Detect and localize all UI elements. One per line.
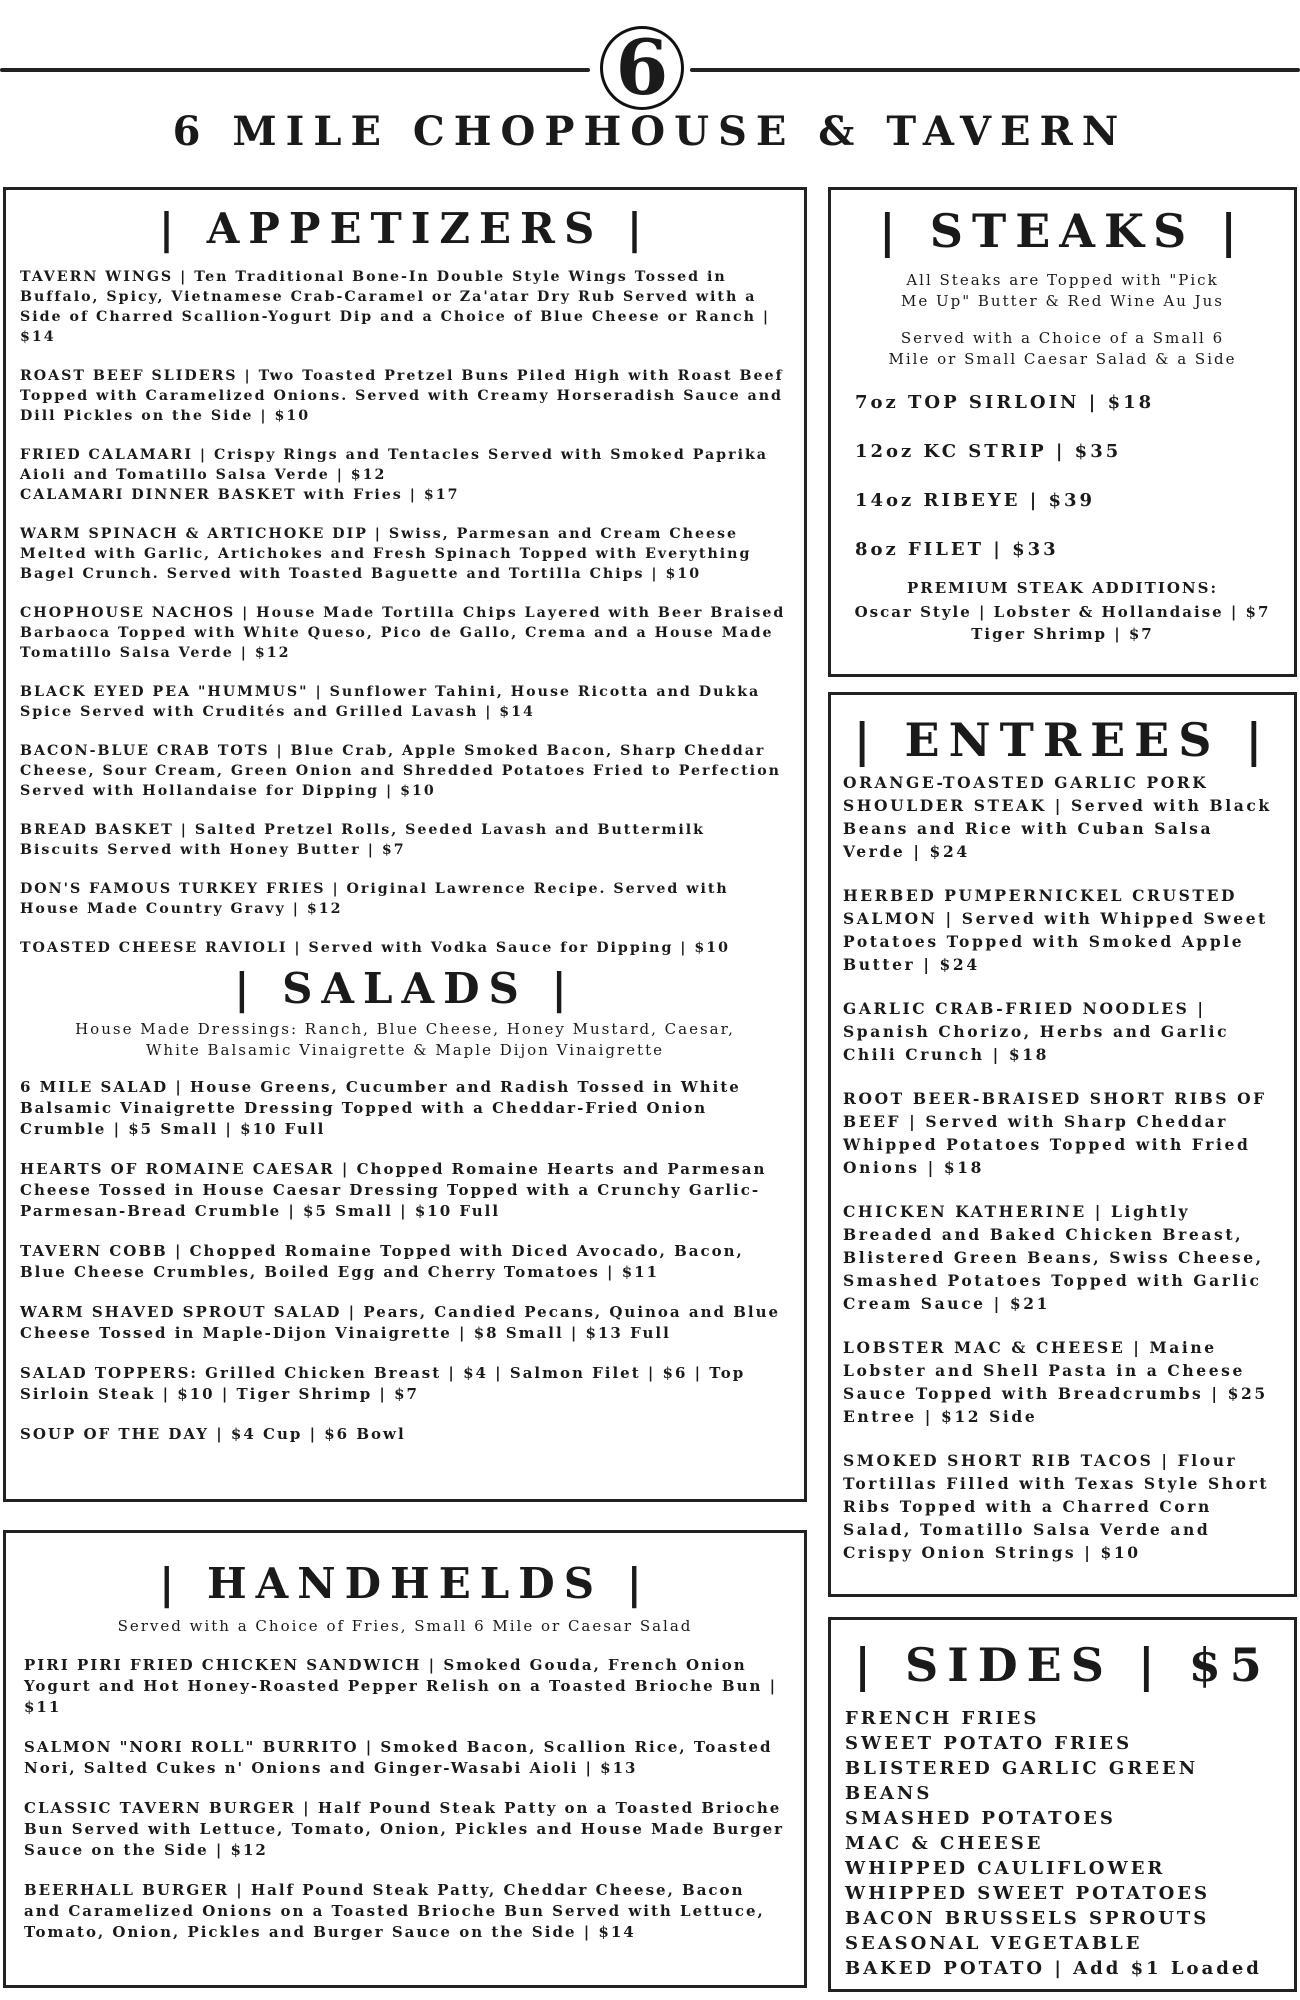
steak-additions-list: Oscar Style | Lobster & Hollandaise | $7 Tiger Shrimp | $7	[854, 603, 1271, 643]
steaks-note-butter: All Steaks are Topped with "Pick Me Up" Butter & Red Wine Au Jus	[900, 271, 1225, 310]
list-item: ORANGE-TOASTED GARLIC PORK SHOULDER STEAK | Served with Black Beans and Rice with Cuban Salsa Verde | $24	[843, 773, 1272, 861]
list-item: SALAD TOPPERS: Grilled Chicken Breast | $4 | Salmon Filet | $6 | Top Sirloin Steak | $10 | Tiger Shrimp | $7	[20, 1364, 746, 1403]
restaurant-title: 6 MILE CHOPHOUSE & TAVERN	[172, 108, 1128, 155]
list-item: SEASONAL VEGETABLE	[845, 1933, 1143, 1954]
list-item: 8oz FILET | $33	[855, 539, 1059, 560]
steaks-title: | STEAKS |	[879, 204, 1246, 258]
list-item: BAKED POTATO | Add $1 Loaded	[845, 1958, 1262, 1979]
list-item: GARLIC CRAB-FRIED NOODLES | Spanish Chorizo, Herbs and Garlic Chili Crunch | $18	[843, 999, 1230, 1064]
list-item: CLASSIC TAVERN BURGER | Half Pound Steak Patty on a Toasted Brioche Bun Served with Lettuce, Tomato, Onion, Pickles and House Made Burger Sauce on the Side | $12	[24, 1799, 785, 1859]
entrees-box	[828, 692, 1297, 1597]
list-item: BLISTERED GARLIC GREEN BEANS	[845, 1758, 1199, 1804]
list-item: BACON-BLUE CRAB TOTS | Blue Crab, Apple Smoked Bacon, Sharp Cheddar Cheese, Sour Cream, Green Onion and Shredded Potatoes Fried to Perfection Served with Hollandaise for Dipping | $10	[20, 743, 781, 799]
list-item: ROOT BEER-BRAISED SHORT RIBS OF BEEF | Served with Sharp Cheddar Whipped Potatoes Topped with Fried Onions | $18	[843, 1089, 1267, 1177]
appetizers-list	[20, 267, 790, 958]
handhelds-subtitle: Served with a Choice of Fries, Small 6 Mile or Caesar Salad	[117, 1617, 693, 1635]
header-rule-left	[0, 68, 590, 72]
salads-list	[20, 1077, 790, 1445]
list-item: 14oz RIBEYE | $39	[855, 490, 1096, 511]
list-item: MAC & CHEESE	[845, 1833, 1044, 1854]
list-item: CHOPHOUSE NACHOS | House Made Tortilla Chips Layered with Beer Braised Barbaoca Topped with White Queso, Pico de Gallo, Crema and a House Made Tomatillo Salsa Verde | $12	[20, 605, 786, 661]
header-rule-right	[690, 68, 1300, 72]
list-item: WHIPPED SWEET POTATOES	[845, 1883, 1211, 1904]
logo-six: 6	[600, 26, 684, 110]
list-item: SMASHED POTATOES	[845, 1808, 1116, 1829]
list-item: FRIED CALAMARI | Crispy Rings and Tentacles Served with Smoked Paprika Aioli and Tomatillo Salsa Verde | $12	[20, 447, 768, 483]
menu-header	[0, 0, 1300, 170]
list-item: TOASTED CHEESE RAVIOLI | Served with Vodka Sauce for Dipping | $10	[20, 940, 731, 956]
list-item: ROAST BEEF SLIDERS | Two Toasted Pretzel Buns Piled High with Roast Beef Topped with Caramelized Onions. Served with Creamy Horseradish Sauce and Dill Pickles on the Side | $10	[20, 368, 784, 424]
steaks-list	[843, 392, 1282, 560]
entrees-title: | ENTREES |	[853, 713, 1272, 767]
list-item: DON'S FAMOUS TURKEY FRIES | Original Lawrence Recipe. Served with House Made Country Gravy | $12	[20, 881, 729, 917]
list-item: SWEET POTATO FRIES	[845, 1733, 1133, 1754]
list-item: PIRI PIRI FRIED CHICKEN SANDWICH | Smoked Gouda, French Onion Yogurt and Hot Honey-Roasted Pepper Relish on a Toasted Brioche Bun | $11	[24, 1656, 778, 1716]
handhelds-box	[3, 1530, 807, 1988]
list-item: 12oz KC STRIP | $35	[855, 441, 1122, 462]
salads-title: | SALADS |	[234, 964, 576, 1013]
list-item: HERBED PUMPERNICKEL CRUSTED SALMON | Served with Whipped Sweet Potatoes Topped with Smoked Apple Butter | $24	[843, 886, 1268, 974]
steak-additions-title: PREMIUM STEAK ADDITIONS:	[906, 579, 1219, 597]
list-item: BREAD BASKET | Salted Pretzel Rolls, Seeded Lavash and Buttermilk Biscuits Served with Honey Butter | $7	[20, 822, 705, 858]
list-item: FRENCH FRIES	[845, 1708, 1040, 1729]
list-item: SMOKED SHORT RIB TACOS | Flour Tortillas Filled with Texas Style Short Ribs Topped with a Charred Corn Salad, Tomatillo Salsa Verde and Crispy Onion Strings | $10	[843, 1451, 1270, 1562]
appetizers-title: | APPETIZERS |	[158, 204, 652, 253]
list-item: WARM SPINACH & ARTICHOKE DIP | Swiss, Parmesan and Cream Cheese Melted with Garlic, Artichokes and Fresh Spinach Topped with Everything Bagel Crunch. Served with Toasted Baguette and Tortilla Chips | $10	[20, 526, 752, 582]
list-item: TAVERN WINGS | Ten Traditional Bone-In Double Style Wings Tossed in Buffalo, Spicy, Vietnamese Crab-Caramel or Za'atar Dry Rub Served with a Side of Charred Scallion-Yogurt Dip and a Choice of Blue Cheese or Ranch | $14	[20, 269, 771, 345]
steaks-note-served: Served with a Choice of a Small 6 Mile or Small Caesar Salad & a Side	[888, 329, 1237, 368]
sides-title: | SIDES | $5	[854, 1638, 1271, 1692]
list-item: HEARTS OF ROMAINE CAESAR | Chopped Romaine Hearts and Parmesan Cheese Tossed in House Caesar Dressing Topped with a Crunchy Garlic-Parmesan-Bread Crumble | $5 Small | $10 Full	[20, 1160, 767, 1220]
list-item: LOBSTER MAC & CHEESE | Maine Lobster and Shell Pasta in a Cheese Sauce Topped with Breadcrumbs | $25 Entree | $12 Side	[843, 1338, 1268, 1426]
list-item: CHICKEN KATHERINE | Lightly Breaded and Baked Chicken Breast, Blistered Green Beans, Swiss Cheese, Smashed Potatoes Topped with Garlic Cream Sauce | $21	[843, 1202, 1264, 1313]
salads-dressings: House Made Dressings: Ranch, Blue Cheese, Honey Mustard, Caesar, White Balsamic Vinaigrette & Maple Dijon Vinaigrette	[75, 1020, 735, 1059]
list-item: SALMON "NORI ROLL" BURRITO | Smoked Bacon, Scallion Rice, Toasted Nori, Salted Cukes n' Onions and Ginger-Wasabi Aioli | $13	[24, 1738, 773, 1777]
list-item: BEERHALL BURGER | Half Pound Steak Patty, Cheddar Cheese, Bacon and Caramelized Onions on a Toasted Brioche Bun Served with Lettuce, Tomato, Onion, Pickles and Burger Sauce on the Side | $14	[24, 1881, 765, 1941]
sides-box	[828, 1617, 1297, 1992]
handhelds-title: | HANDHELDS |	[159, 1559, 651, 1608]
list-item: 7oz TOP SIRLOIN | $18	[855, 392, 1155, 413]
list-item: WARM SHAVED SPROUT SALAD | Pears, Candied Pecans, Quinoa and Blue Cheese Tossed in Maple-Dijon Vinaigrette | $8 Small | $13 Full	[20, 1303, 781, 1342]
list-item: 6 MILE SALAD | House Greens, Cucumber and Radish Tossed in White Balsamic Vinaigrette Dressing Topped with a Cheddar-Fried Onion Crumble | $5 Small | $10 Full	[20, 1078, 741, 1138]
list-item: BLACK EYED PEA "HUMMUS" | Sunflower Tahini, House Ricotta and Dukka Spice Served with Crudités and Grilled Lavash | $14	[20, 684, 761, 720]
list-item: CALAMARI DINNER BASKET with Fries | $17	[20, 487, 460, 503]
list-item: BACON BRUSSELS SPROUTS	[845, 1908, 1210, 1929]
appetizers-salads-box	[3, 187, 807, 1502]
list-item: TAVERN COBB | Chopped Romaine Topped with Diced Avocado, Bacon, Blue Cheese Crumbles, Boiled Egg and Cherry Tomatoes | $11	[20, 1242, 744, 1281]
steaks-box	[828, 187, 1297, 677]
list-item: WHIPPED CAULIFLOWER	[845, 1858, 1166, 1879]
list-item: SOUP OF THE DAY | $4 Cup | $6 Bowl	[20, 1425, 406, 1443]
